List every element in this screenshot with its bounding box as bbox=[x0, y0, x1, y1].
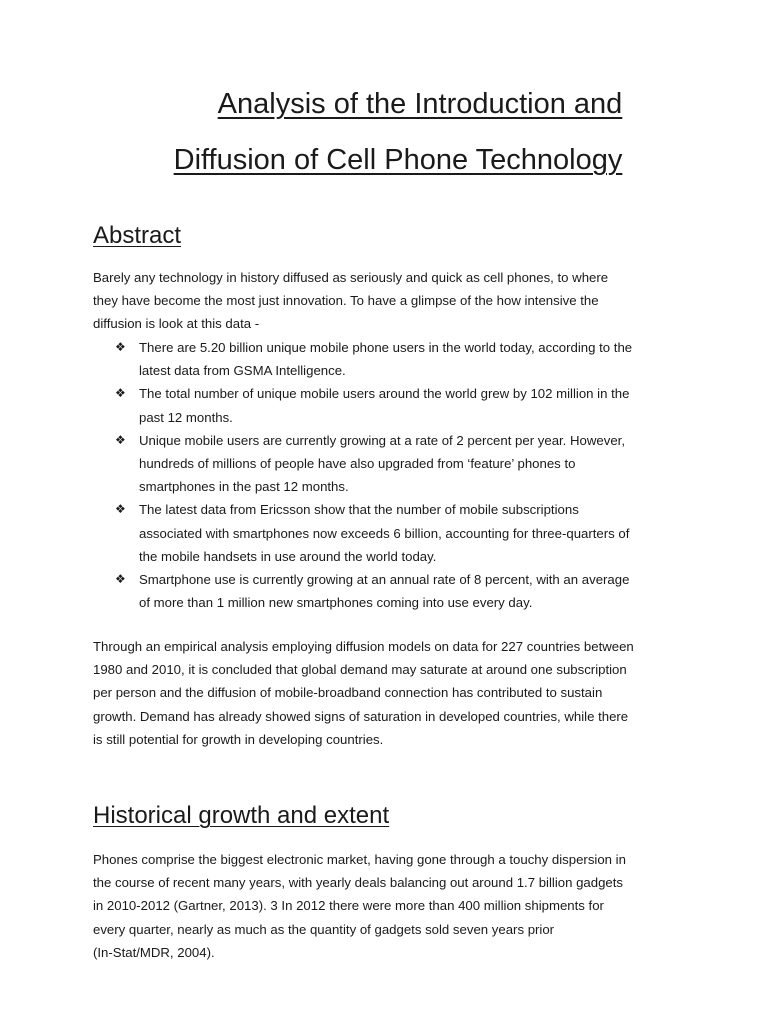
text-line: 1980 and 2010, it is concluded that global demand may saturate at around one subscription bbox=[93, 662, 627, 678]
diamond-flower-bullet-icon: ❖ bbox=[115, 386, 126, 401]
text-line: Smartphone use is currently growing at an annual rate of 8 percent, with an average bbox=[139, 572, 630, 588]
statistics-bullet-list bbox=[93, 336, 683, 614]
abstract-heading: Abstract bbox=[93, 222, 182, 249]
text-line: (In-Stat/MDR, 2004). bbox=[93, 944, 215, 960]
text-line: the mobile handsets in use around the world today. bbox=[139, 548, 437, 564]
history-paragraph bbox=[93, 848, 683, 964]
text-line: Unique mobile users are currently growing at a rate of 2 percent per year. However, bbox=[139, 432, 625, 448]
text-line: past 12 months. bbox=[139, 409, 233, 425]
text-line: the course of recent many years, with yearly deals balancing out around 1.7 billion gadgets bbox=[93, 875, 624, 891]
list-item bbox=[93, 336, 683, 382]
text-line: is still potential for growth in developing countries. bbox=[93, 731, 384, 747]
text-line: every quarter, nearly as much as the quantity of gadgets sold seven years prior bbox=[93, 921, 555, 937]
text-line: Barely any technology in history diffused as seriously and quick as cell phones, to where bbox=[93, 270, 609, 285]
document-title-line-1: Analysis of the Introduction and bbox=[217, 88, 623, 120]
text-line: latest data from GSMA Intelligence. bbox=[139, 363, 346, 379]
abstract-intro-paragraph bbox=[93, 266, 683, 336]
list-item bbox=[93, 382, 683, 428]
list-item bbox=[93, 568, 683, 614]
diamond-flower-bullet-icon: ❖ bbox=[115, 432, 126, 447]
text-line: growth. Demand has already showed signs of saturation in developed countries, while there bbox=[93, 708, 629, 724]
history-heading: Historical growth and extent bbox=[93, 802, 390, 829]
list-item bbox=[93, 429, 683, 499]
document-title-line-2: Diffusion of Cell Phone Technology bbox=[173, 144, 623, 176]
text-line: they have become the most just innovation. To have a glimpse of the how intensive the bbox=[93, 293, 599, 309]
text-line: associated with smartphones now exceeds 6 billion, accounting for three-quarters of bbox=[139, 525, 630, 541]
text-line: Phones comprise the biggest electronic market, having gone through a touchy dispersion in bbox=[93, 852, 626, 867]
diamond-flower-bullet-icon: ❖ bbox=[115, 502, 126, 517]
text-line: The total number of unique mobile users around the world grew by 102 million in the bbox=[139, 386, 630, 402]
text-line: per person and the diffusion of mobile-broadband connection has contributed to sustain bbox=[93, 685, 603, 701]
text-line: There are 5.20 billion unique mobile phone users in the world today, according to the bbox=[139, 340, 633, 355]
text-line: The latest data from Ericsson show that the number of mobile subscriptions bbox=[139, 502, 579, 518]
text-line: in 2010-2012 (Gartner, 2013). 3 In 2012 there were more than 400 million shipments for bbox=[93, 898, 604, 914]
abstract-conclusion-paragraph bbox=[93, 635, 683, 751]
diamond-flower-bullet-icon: ❖ bbox=[115, 340, 126, 354]
text-line: of more than 1 million new smartphones coming into use every day. bbox=[139, 595, 533, 611]
text-line: diffusion is look at this data - bbox=[93, 316, 260, 332]
text-line: Through an empirical analysis employing diffusion models on data for 227 countries between bbox=[93, 639, 634, 654]
text-line: hundreds of millions of people have also upgraded from ‘feature’ phones to bbox=[139, 456, 576, 472]
diamond-flower-bullet-icon: ❖ bbox=[115, 572, 126, 587]
text-line: smartphones in the past 12 months. bbox=[139, 479, 349, 495]
list-item bbox=[93, 498, 683, 568]
